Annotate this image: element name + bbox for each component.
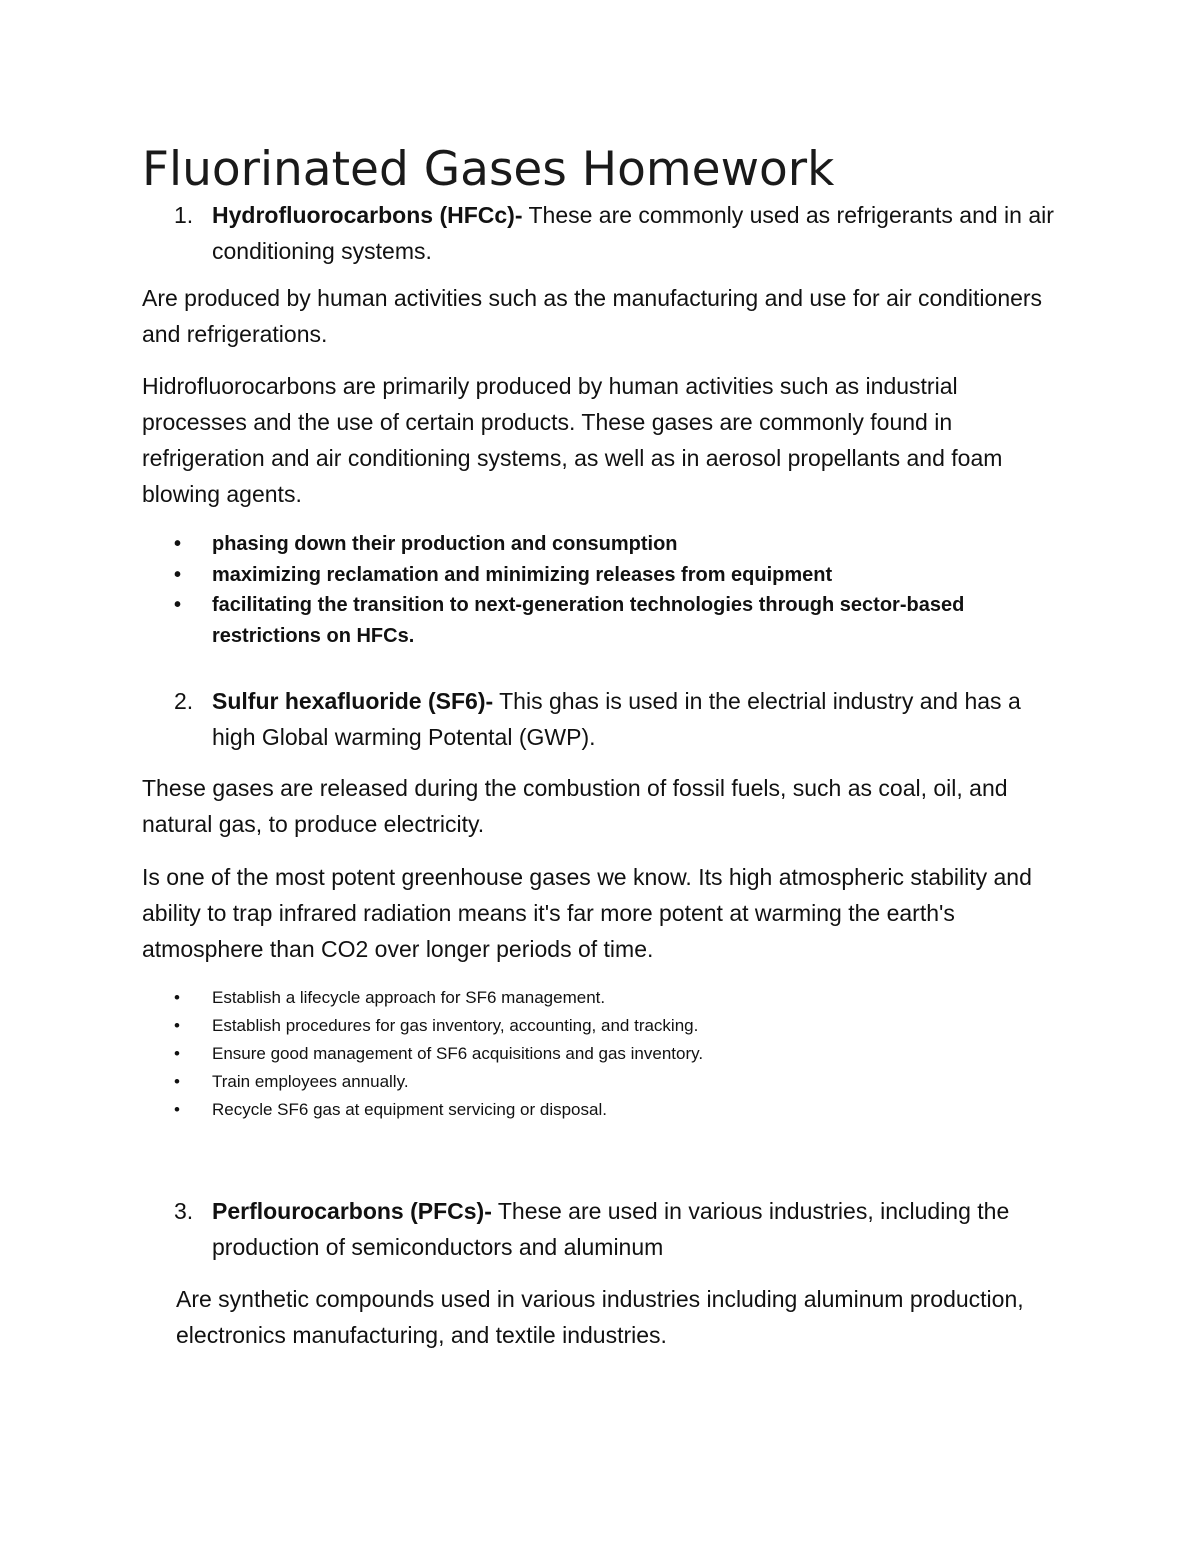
bullet-icon: • bbox=[174, 1016, 180, 1035]
section-description: These are used in various industries, including the production of semiconductors and aluminum bbox=[212, 1198, 1010, 1260]
paragraph: Are synthetic compounds used in various industries including aluminum production, electronics manufacturing, and textile industries. bbox=[176, 1286, 1024, 1348]
section-description: These are commonly used as refrigerants and in air conditioning systems. bbox=[212, 202, 1054, 264]
list-item: • Train employees annually. bbox=[174, 1068, 1034, 1096]
bullet-icon: • bbox=[174, 1044, 180, 1063]
list-item: • Establish procedures for gas inventory, accounting, and tracking. bbox=[174, 1012, 1034, 1040]
section-heading-1 bbox=[174, 197, 1064, 269]
bullet-icon: • bbox=[174, 988, 180, 1007]
paragraph: Are produced by human activities such as the manufacturing and use for air conditioners and refrigerations. bbox=[142, 285, 1043, 347]
list-item: • Establish a lifecycle approach for SF6 management. bbox=[174, 984, 1034, 1012]
section-number: 2. bbox=[174, 688, 194, 714]
paragraph: Hidrofluorocarbons are primarily produced by human activities such as industrial processes and the use of certain products. These gases are commonly found in refrigeration and air conditioning systems, as well as in aerosol propellants and foam blowing agents. bbox=[142, 373, 1003, 507]
section-description: This ghas is used in the electrial industry and has a high Global warming Potental (GWP). bbox=[212, 688, 1021, 750]
list-item: • Ensure good management of SF6 acquisitions and gas inventory. bbox=[174, 1040, 1034, 1068]
bullet-list-sf6 bbox=[174, 984, 1034, 1124]
bullet-icon: • bbox=[174, 594, 182, 616]
paragraph: These gases are released during the combustion of fossil fuels, such as coal, oil, and natural gas, to produce electricity. bbox=[142, 775, 1008, 837]
bullet-icon: • bbox=[174, 1072, 180, 1091]
section-heading-3 bbox=[174, 1193, 1064, 1265]
section-heading-2 bbox=[174, 683, 1064, 755]
bullet-icon: • bbox=[174, 1100, 180, 1119]
document-title: Fluorinated Gases Homework bbox=[142, 142, 835, 197]
list-item: • maximizing reclamation and minimizing releases from equipment bbox=[174, 560, 1034, 591]
list-item: • facilitating the transition to next-generation technologies through sector-based restrictions on HFCs. bbox=[174, 590, 1034, 651]
section-term: Hydrofluorocarbons (HFCc)- bbox=[212, 202, 523, 228]
paragraph: Is one of the most potent greenhouse gases we know. Its high atmospheric stability and ability to trap infrared radiation means it's far more potent at warming the earth's atmosphere than CO2 over longer periods of time. bbox=[142, 864, 1032, 962]
section-number: 1. bbox=[174, 202, 194, 228]
section-term: Sulfur hexafluoride (SF6)- bbox=[212, 688, 494, 714]
section-number: 3. bbox=[174, 1198, 194, 1224]
bullet-list-hfc bbox=[174, 529, 1034, 651]
bullet-icon: • bbox=[174, 533, 182, 555]
bullet-icon: • bbox=[174, 563, 182, 586]
list-item: • phasing down their production and consumption bbox=[174, 529, 1034, 560]
section-term: Perflourocarbons (PFCs)- bbox=[212, 1198, 492, 1224]
list-item: • Recycle SF6 gas at equipment servicing or disposal. bbox=[174, 1096, 1034, 1124]
